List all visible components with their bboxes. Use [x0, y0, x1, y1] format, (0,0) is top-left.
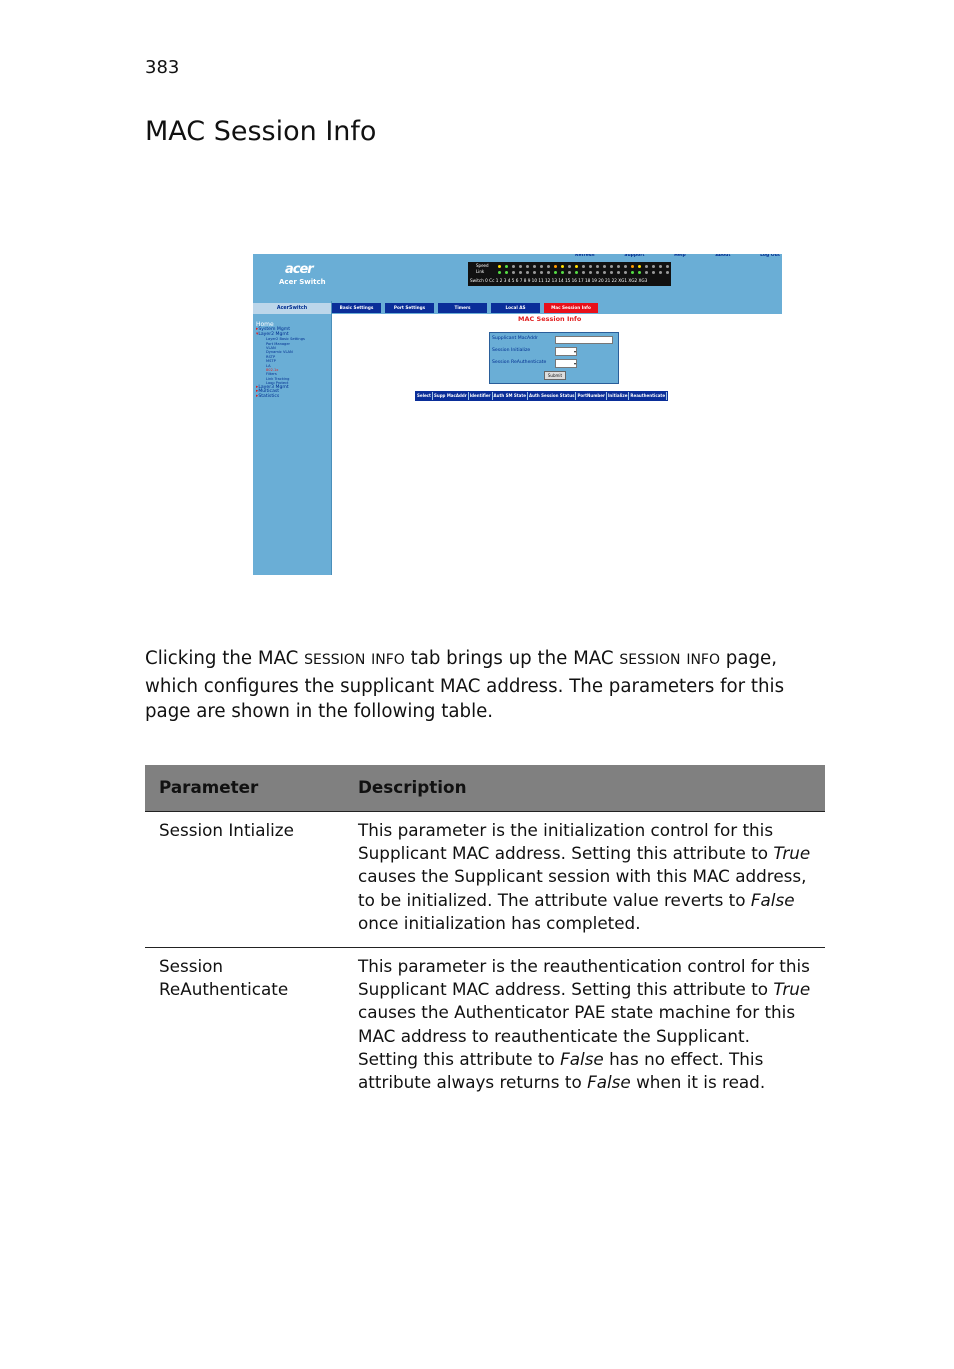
- text-run: has no effect. This attribute always returns to: [358, 1048, 764, 1093]
- sidebar-menu: [256, 321, 305, 399]
- led: [547, 265, 550, 268]
- sidebar-title[interactable]: AcerSwitch: [253, 303, 331, 314]
- speed-led-label: Speed: [476, 263, 489, 268]
- form-title: MAC Session Info: [518, 315, 582, 323]
- sidebar-item-label: System Mgmt: [258, 327, 291, 332]
- port-numbers: Switch 0 Cc 1 2 3 4 5 6 7 8 9 10 11 12 13 14 15 16 17 18 19 20 21 22 XG1 XG2 XG3: [470, 278, 648, 283]
- submit-button[interactable]: Submit: [544, 371, 566, 380]
- led: [582, 271, 585, 274]
- led: [596, 265, 599, 268]
- arrow-icon: ▸: [256, 389, 259, 395]
- sidebar-subitem[interactable]: Layer2 Basic Settings: [266, 337, 305, 342]
- led: [561, 271, 564, 274]
- link-led-label: Link: [476, 269, 485, 274]
- tab-mac-session-info[interactable]: Mac Session Info: [544, 303, 598, 313]
- led: [631, 265, 634, 268]
- speed-led-row: [498, 265, 669, 268]
- led: [631, 271, 634, 274]
- table-row: [145, 948, 825, 1107]
- led: [519, 265, 522, 268]
- session-reauth-label: Session ReAuthenticate: [492, 360, 547, 365]
- sidebar-item-label: Layer2 Mgmt: [258, 331, 289, 337]
- sidebar-subitem[interactable]: Link Tracking: [266, 376, 290, 381]
- support-link[interactable]: Support: [624, 254, 645, 258]
- parameter-table: [145, 765, 825, 1106]
- led: [533, 271, 536, 274]
- sidebar-item-home[interactable]: Home: [256, 321, 274, 328]
- led: [533, 265, 536, 268]
- dropdown-icon: ▾: [573, 361, 576, 366]
- acer-logo: acer: [285, 262, 313, 277]
- italic-term: False: [587, 1072, 631, 1093]
- description-cell: [344, 948, 825, 1107]
- text-run: causes the Authenticator PAE state machine for this MAC address to reauthenticate the Supplicant. Setting this attribute to: [358, 1002, 796, 1069]
- table-row: [145, 812, 825, 948]
- logout-link[interactable]: Log Out: [760, 254, 780, 258]
- session-initialize-select[interactable]: [555, 347, 577, 356]
- led: [540, 265, 543, 268]
- column-header: Reauthenticate: [630, 393, 666, 398]
- parameter-cell: Session Intialize: [145, 812, 344, 948]
- led: [505, 271, 508, 274]
- led: [519, 271, 522, 274]
- sidebar-item-label: Statistics: [258, 393, 280, 399]
- sidebar-item-label: Layer3 Mgmt: [258, 384, 289, 390]
- column-header: Auth Session Status: [529, 393, 575, 398]
- session-reauth-select[interactable]: [555, 359, 577, 368]
- parameter-cell: Session ReAuthenticate: [159, 956, 289, 1000]
- tab-bar: [332, 303, 598, 313]
- led: [624, 271, 627, 274]
- intro-paragraph: [145, 646, 835, 725]
- led: [540, 271, 543, 274]
- brand-label: Acer Switch: [279, 278, 326, 286]
- led: [659, 265, 662, 268]
- led: [638, 271, 641, 274]
- led: [624, 265, 627, 268]
- tab-basic-settings[interactable]: Basic Settings: [332, 303, 381, 313]
- arrow-icon: ▸: [256, 384, 259, 390]
- port-led-panel: [468, 262, 671, 286]
- led: [498, 265, 501, 268]
- led: [596, 271, 599, 274]
- led: [512, 271, 515, 274]
- about-link[interactable]: About: [715, 254, 731, 258]
- tab-local-as[interactable]: Local AS: [491, 303, 540, 313]
- led: [561, 265, 564, 268]
- led: [512, 265, 515, 268]
- text-run: This parameter is the reauthentication control for this Supplicant MAC address. Setting this attribute to: [358, 956, 810, 1000]
- text-run: This parameter is the initialization control for this Supplicant MAC address. Setting this attribute to: [358, 820, 774, 864]
- page-title: MAC Session Info: [145, 116, 377, 147]
- link-led-row: [498, 271, 669, 274]
- column-header: Auth SM State: [493, 393, 526, 398]
- led: [659, 271, 662, 274]
- tab-timers[interactable]: Timers: [438, 303, 487, 313]
- led: [610, 265, 613, 268]
- led: [666, 265, 669, 268]
- small-caps-text: INFO: [371, 652, 405, 668]
- led: [547, 271, 550, 274]
- led: [666, 271, 669, 274]
- parameter-header: Parameter: [145, 765, 344, 812]
- text-run: page, which configures the supplicant MAC address. The parameters for this page are shown in the following table.: [145, 648, 785, 722]
- led: [645, 265, 648, 268]
- sidebar-subitem[interactable]: MSTP: [266, 359, 276, 364]
- switch-ui-screenshot: [253, 254, 782, 575]
- sidebar-subitem-active[interactable]: 802.1x: [266, 368, 279, 373]
- description-cell: [344, 812, 825, 948]
- column-header: PortNumber: [577, 393, 605, 398]
- top-links: [575, 254, 780, 258]
- led: [638, 265, 641, 268]
- led: [603, 271, 606, 274]
- mac-session-form: [489, 332, 619, 384]
- led: [575, 271, 578, 274]
- sidebar-subitem[interactable]: LA: [266, 363, 271, 368]
- small-caps-text: INFO: [686, 652, 720, 668]
- text-run: Clicking the MAC: [145, 648, 305, 669]
- help-link[interactable]: Help: [674, 254, 686, 258]
- led: [526, 265, 529, 268]
- session-initialize-label: Session Initialize: [492, 348, 531, 353]
- results-table-header: [415, 391, 668, 401]
- text-run: when it is read.: [630, 1072, 766, 1093]
- sidebar-item-statistics[interactable]: [256, 395, 305, 400]
- description-header: Description: [344, 765, 825, 812]
- column-header: Initialize: [607, 393, 628, 398]
- arrow-down-icon: ▾: [256, 331, 259, 337]
- sidebar-subitem[interactable]: Loop Protect: [266, 381, 289, 386]
- italic-term: False: [560, 1048, 604, 1069]
- led: [554, 271, 557, 274]
- small-caps-text: SESSION: [619, 652, 681, 668]
- sidebar-item-label: Multicast: [258, 389, 280, 395]
- led: [617, 265, 620, 268]
- sidebar-subitem[interactable]: Filters: [266, 372, 277, 377]
- led: [505, 265, 508, 268]
- led: [603, 265, 606, 268]
- led: [554, 265, 557, 268]
- led: [652, 265, 655, 268]
- column-header: Supp MacAddr: [433, 393, 467, 398]
- column-header: Identifier: [469, 393, 491, 398]
- led: [498, 271, 501, 274]
- sidebar-subitem[interactable]: VLAN: [266, 346, 276, 350]
- sidebar-subitem[interactable]: RSTP: [266, 354, 276, 359]
- small-caps-text: SESSION: [304, 652, 366, 668]
- led: [582, 265, 585, 268]
- led: [617, 271, 620, 274]
- sidebar: [253, 301, 332, 575]
- led: [610, 271, 613, 274]
- led: [575, 265, 578, 268]
- text-run: causes the Supplicant session with this MAC address, to be initialized. The attribute value reverts to: [358, 866, 807, 910]
- led: [526, 271, 529, 274]
- text-run: once initialization has completed.: [358, 912, 641, 933]
- dropdown-icon: ▾: [573, 349, 576, 354]
- sidebar-subitem[interactable]: Dynamic VLAN: [266, 350, 293, 355]
- led: [568, 271, 571, 274]
- italic-term: False: [750, 889, 795, 910]
- refresh-link[interactable]: Refresh: [575, 254, 595, 258]
- italic-term: True: [773, 979, 811, 1000]
- led: [645, 271, 648, 274]
- led: [589, 265, 592, 268]
- supplicant-mac-input[interactable]: [555, 336, 613, 344]
- led: [652, 271, 655, 274]
- table-header-row: [145, 765, 825, 812]
- supplicant-mac-label: Supplicant MacAddr: [492, 336, 538, 341]
- text-run: tab brings up the MAC: [404, 648, 620, 669]
- led: [568, 265, 571, 268]
- tab-port-settings[interactable]: Port Settings: [385, 303, 434, 313]
- arrow-icon: ▸: [256, 393, 259, 399]
- arrow-icon: ▸: [256, 327, 259, 332]
- column-header: Select: [417, 393, 431, 398]
- led: [589, 271, 592, 274]
- sidebar-subitem[interactable]: Port Manager: [266, 341, 291, 346]
- page-number: 383: [145, 57, 180, 78]
- italic-term: True: [773, 843, 811, 864]
